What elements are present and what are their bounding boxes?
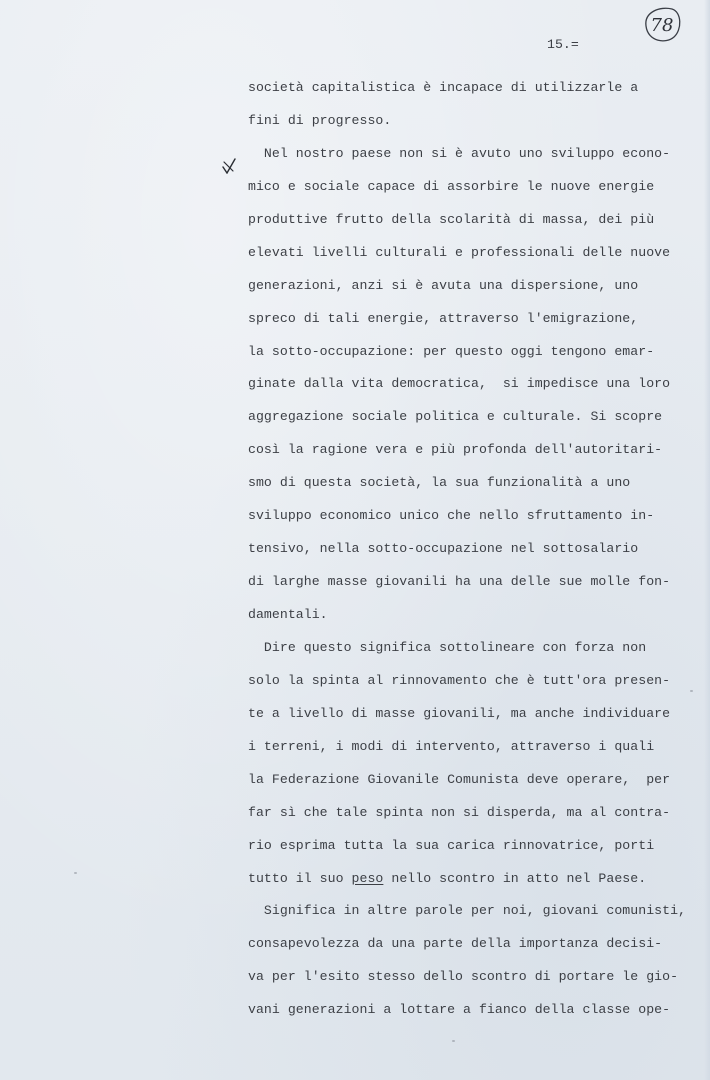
text-line-content: aggregazione sociale politica e culturale. Si scopre bbox=[248, 409, 663, 425]
paper-speck bbox=[452, 1040, 455, 1042]
text-line bbox=[248, 472, 686, 505]
text-line bbox=[248, 999, 686, 1032]
text-line-content: tensivo, nella sotto-occupazione nel sottosalario bbox=[248, 541, 639, 557]
text-line bbox=[248, 77, 686, 110]
text-line bbox=[248, 275, 686, 308]
text-line-content: la sotto-occupazione: per questo oggi tengono emar- bbox=[248, 343, 655, 359]
text-line bbox=[248, 505, 686, 538]
text-line-content: rio esprima tutta la sua carica rinnovatrice, porti bbox=[248, 837, 655, 853]
text-line bbox=[248, 341, 686, 374]
text-line-content: Nel nostro paese non si è avuto uno sviluppo econo- bbox=[248, 145, 671, 161]
text-line-content: spreco di tali energie, attraverso l'emigrazione, bbox=[248, 310, 639, 326]
text-line-content: vani generazioni a lottare a fianco della classe ope- bbox=[248, 1002, 671, 1018]
text-line bbox=[248, 933, 686, 966]
text-line-content: generazioni, anzi si è avuta una dispersione, uno bbox=[248, 277, 639, 293]
body-text bbox=[248, 77, 686, 1032]
text-line-content: così la ragione vera e più profonda dell'autoritari- bbox=[248, 442, 663, 458]
margin-check-mark bbox=[222, 158, 236, 174]
text-line-content: la Federazione Giovanile Comunista deve operare, per bbox=[248, 771, 671, 787]
text-line bbox=[248, 308, 686, 341]
text-line-content: i terreni, i modi di intervento, attraverso i quali bbox=[248, 738, 655, 754]
text-line bbox=[248, 176, 686, 209]
text-line-content: produttive frutto della scolarità di massa, dei più bbox=[248, 211, 655, 227]
text-line-content: consapevolezza da una parte della importanza decisi- bbox=[248, 936, 663, 952]
text-line-content: damentali. bbox=[248, 607, 328, 622]
archive-stamp bbox=[638, 4, 684, 44]
text-line bbox=[248, 604, 686, 637]
text-line bbox=[248, 802, 686, 835]
text-line bbox=[248, 209, 686, 242]
text-line bbox=[248, 373, 686, 406]
text-line-content: te a livello di masse giovanili, ma anche individuare bbox=[248, 705, 671, 721]
text-line-content: Significa in altre parole per noi, giovani comunisti, bbox=[248, 903, 687, 919]
text-line bbox=[248, 538, 686, 571]
text-line bbox=[248, 736, 686, 769]
text-line bbox=[248, 110, 686, 143]
paper-speck bbox=[690, 690, 693, 692]
text-line bbox=[248, 439, 686, 472]
text-line bbox=[248, 406, 686, 439]
text-line-content: di larghe masse giovanili ha una delle sue molle fon- bbox=[248, 574, 671, 590]
text-line-content: solo la spinta al rinnovamento che è tutt'ora presen- bbox=[248, 672, 671, 688]
text-line-content: smo di questa società, la sua funzionalità a uno bbox=[248, 475, 631, 491]
page-number: 15.= bbox=[547, 37, 579, 52]
text-line-content: società capitalistica è incapace di utilizzarle a bbox=[248, 80, 639, 95]
text-line-content: va per l'esito stesso dello scontro di portare le gio- bbox=[248, 969, 679, 985]
text-line bbox=[248, 966, 686, 999]
text-line bbox=[248, 769, 686, 802]
paper-speck bbox=[74, 872, 77, 874]
text-line-content: fini di progresso. bbox=[248, 112, 392, 128]
text-line bbox=[248, 868, 686, 901]
text-line bbox=[248, 835, 686, 868]
text-line bbox=[248, 900, 686, 933]
text-line bbox=[248, 571, 686, 604]
text-line-content: mico e sociale capace di assorbire le nuove energie bbox=[248, 178, 655, 194]
underlined-word: peso bbox=[351, 870, 384, 886]
text-line-continuation: nello scontro in atto nel Paese. bbox=[383, 870, 647, 886]
text-line-content: Dire questo significa sottolineare con forza non bbox=[248, 639, 647, 655]
text-line-content: tutto il suo bbox=[248, 870, 352, 886]
text-line-content: ginate dalla vita democratica, si impedisce una loro bbox=[248, 376, 671, 392]
text-line-content: elevati livelli culturali e professionali delle nuove bbox=[248, 244, 671, 260]
text-line bbox=[248, 670, 686, 703]
text-line-content: sviluppo economico unico che nello sfruttamento in- bbox=[248, 508, 655, 524]
text-line bbox=[248, 143, 686, 176]
text-line bbox=[248, 703, 686, 736]
text-line-content: far sì che tale spinta non si disperda, ma al contra- bbox=[248, 804, 671, 820]
text-line bbox=[248, 242, 686, 275]
text-line bbox=[248, 637, 686, 670]
archive-stamp-number: 78 bbox=[650, 15, 674, 36]
